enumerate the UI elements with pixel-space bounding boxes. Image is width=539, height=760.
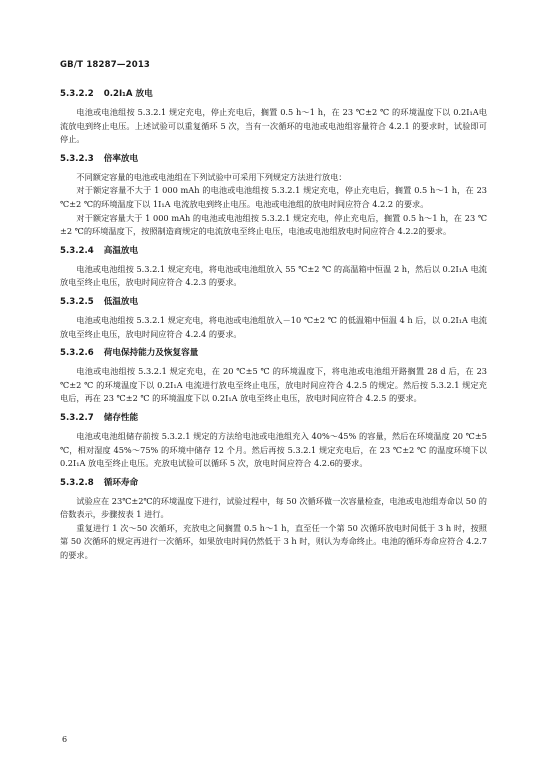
paragraph: 试验应在 23℃±2℃的环境温度下进行，试验过程中，每 50 次循环做一次容量检查，电池或电池组寿命以 50 的倍数表示，步骤按表 1 进行。: [60, 495, 487, 520]
paragraph: 电池或电池组按 5.3.2.1 规定充电，将电池或电池组放入－10 ℃±2 ℃ 的低温箱中恒温 4 h 后，以 0.2I₁A 电流放电至终止电压，放电时间应符合 4.2.4 的要求。: [60, 314, 487, 339]
paragraph: 电池或电池组储存前按 5.3.2.1 规定的方法给电池或电池组充入 40%～45% 的容量，然后在环境温度 20 ℃±5 ℃，相对湿度 45%～75% 的环境中储存 12 个月。然后再按 5.3.2.1 规定充电后，在 23 ℃±2 ℃ 的温度环境下以 0.2I₁A 放电至终止电压。充放电试验可以循环 5 次，放电时间应符合 4.2.6的要求。: [60, 430, 487, 469]
page-number: 6: [62, 735, 68, 744]
section-5-3-2-3: [60, 153, 487, 239]
section-5-3-2-2: [60, 88, 487, 147]
section-heading: [60, 245, 487, 258]
section-title: 荷电保持能力及恢复容量: [103, 348, 199, 359]
document-content: [60, 88, 487, 569]
section-number: 5.3.2.2: [60, 89, 94, 99]
section-heading: [60, 296, 487, 309]
section-title: 0.2I₁A 放电: [103, 89, 153, 99]
paragraph: 电池或电池组按 5.3.2.1 规定充电，将电池或电池组放入 55 ℃±2 ℃ 的高温箱中恒温 2 h，然后以 0.2I₁A 电流放电至终止电压，放电时间应符合 4.2.3 的要求。: [60, 263, 487, 288]
paragraph: 对于额定容量大于 1 000 mAh 的电池或电池组按 5.3.2.1 规定充电，停止充电后，搁置 0.5 h～1 h，在 23 ℃±2 ℃的环境温度下，按照制造商规定的电流放电至终止电压，电池或电池组放电时间应符合 4.2.2的要求。: [60, 212, 487, 237]
section-5-3-2-5: [60, 296, 487, 341]
section-number: 5.3.2.8: [60, 477, 94, 488]
section-heading: [60, 347, 487, 360]
section-number: 5.3.2.7: [60, 412, 94, 423]
section-title: 储存性能: [103, 412, 139, 423]
paragraph: 电池或电池组按 5.3.2.1 规定充电，停止充电后，搁置 0.5 h～1 h，在 23 ℃±2 ℃ 的环境温度下以 0.2I₁A电流放电到终止电压。上述试验可以重复循环 5 次，当有一次循环的电池或电池组容量符合 4.2.1 的要求时，试验即可停止。: [60, 107, 487, 145]
section-title: 高温放电: [103, 245, 139, 256]
section-heading: [60, 88, 487, 101]
section-heading: [60, 412, 487, 425]
paragraph: 重复进行 1 次～50 次循环，充放电之间搁置 0.5 h～1 h，直至任一个第 50 次循环放电时间低于 3 h 时，按照第 50 次循环的规定再进行一次循环，如果放电时间仍然低于 3 h 时，则认为寿命终止。电池的循环寿命应符合 4.2.7 的要求。: [60, 522, 487, 561]
section-title: 循环寿命: [103, 477, 139, 488]
section-number: 5.3.2.3: [60, 153, 94, 164]
section-title: 低温放电: [103, 296, 139, 307]
section-5-3-2-4: [60, 245, 487, 290]
section-number: 5.3.2.4: [60, 245, 94, 256]
section-5-3-2-8: [60, 477, 487, 563]
section-5-3-2-6: [60, 347, 487, 406]
paragraph: 不同额定容量的电池或电池组在下列试验中可采用下列规定方法进行放电：: [76, 171, 347, 182]
section-number: 5.3.2.5: [60, 296, 94, 307]
section-heading: [60, 153, 487, 166]
section-5-3-2-7: [60, 412, 487, 471]
paragraph: 对于额定容量不大于 1 000 mAh 的电池或电池组按 5.3.2.1 规定充电，停止充电后，搁置 0.5 h～1 h，在 23 ℃±2 ℃的环境温度下以 1I₁A 电流放电到终止电压。电池或电池组的放电时间应符合 4.2.2 的要求。: [60, 185, 487, 209]
standard-code-header: GB/T 18287—2013: [60, 60, 151, 70]
section-number: 5.3.2.6: [60, 348, 94, 359]
paragraph: 电池或电池组按 5.3.2.1 规定充电，在 20 ℃±5 ℃ 的环境温度下，将电池或电池组开路搁置 28 d 后，在 23 ℃±2 ℃ 的环境温度下以 0.2I₁A 电流进行放电至终止电压，放电时间应符合 4.2.5 的规定。然后按 5.3.2.1 规定充电后，再在 23 ℃±2 ℃ 的环境温度下以 0.2I₁A 放电至终止电压，放电时间应符合 4.2.5 的要求。: [60, 366, 487, 404]
section-heading: [60, 477, 487, 490]
section-title: 倍率放电: [103, 153, 139, 164]
